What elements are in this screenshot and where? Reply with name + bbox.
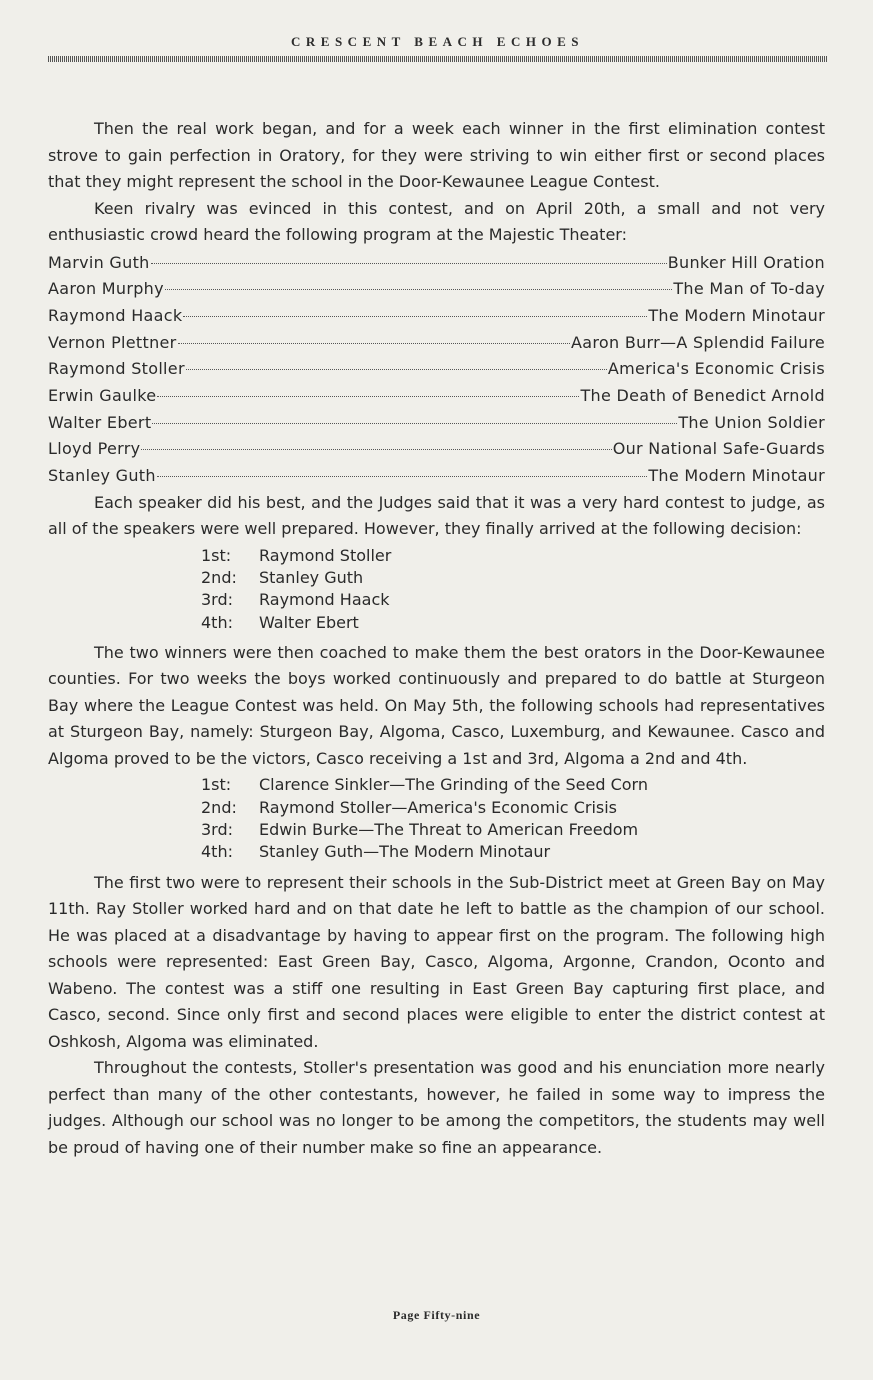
ranking-entry: Stanley Guth: [259, 567, 364, 587]
program-row: [48, 250, 825, 277]
dot-leader: [157, 396, 579, 397]
speaker-name: Stanley Guth: [48, 466, 156, 485]
program-row: [48, 383, 825, 410]
ranking-row: [201, 612, 825, 634]
rank-label: 1st:: [201, 545, 232, 565]
dot-leader: [157, 476, 648, 477]
speaker-name: Aaron Murphy: [48, 279, 164, 299]
league-result-list: [201, 774, 825, 863]
program-row: [48, 303, 825, 330]
oration-title: The Man of To-day: [673, 279, 825, 299]
paragraph-1: Then the real work began, and for a week each winner in the first elimination contest strove to gain perfection in Oratory, for they were striving to win either first or second places that they might represent the school in the Door-Kewaunee League Contest.: [48, 119, 825, 191]
rank-label: 4th:: [201, 612, 233, 632]
article-body: [48, 116, 825, 1161]
ranking-entry: Stanley Guth—The Modern Minotaur: [259, 842, 551, 862]
program-row: [48, 463, 825, 490]
dot-leader: [186, 369, 607, 370]
program-list: [48, 250, 825, 490]
ranking-row: [201, 819, 825, 841]
oration-title: America's Economic Crisis: [607, 359, 825, 379]
first-decision-list: [201, 545, 825, 634]
speaker-name: Walter Ebert: [48, 412, 152, 432]
speaker-name: Lloyd Perry: [48, 439, 141, 459]
dot-leader: [183, 316, 647, 317]
ranking-entry: Walter Ebert: [259, 612, 359, 632]
paragraph-5: The first two were to represent their schools in the Sub-District meet at Green Bay on May 11th. Ray Stoller worked hard and on that date he left to battle as the champion of our school. He was placed at a disadvantage by having to appear first on the program. The following high schools were represented: East Green Bay, Casco, Algoma, Argonne, Crandon, Oconto and Wabeno. The contest was a stiff one resulting in East Green Bay capturing first place, and Casco, second. Since only first and second places were eligible to enter the district contest at Oshkosh, Algoma was eliminated.: [48, 872, 825, 1051]
dot-leader: [141, 449, 611, 450]
rank-label: 3rd:: [201, 590, 234, 610]
header-rule: [48, 56, 827, 62]
rank-label: 1st:: [201, 775, 232, 795]
rank-label: 4th:: [201, 842, 233, 862]
paragraph-6: Throughout the contests, Stoller's presentation was good and his enunciation more nearly perfect than many of the other contestants, however, he failed in some way to impress the judges. Although our school was no longer to be among the competitors, the students may well be proud of having one of their number make so fine an appearance.: [48, 1058, 825, 1157]
ranking-row: [201, 774, 825, 796]
program-row: [48, 410, 825, 437]
oration-title: The Death of Benedict Arnold: [580, 385, 825, 405]
ranking-entry: Raymond Stoller: [259, 545, 392, 565]
speaker-name: Marvin Guth: [48, 252, 150, 272]
rank-label: 3rd:: [201, 819, 234, 839]
oration-title: Bunker Hill Oration: [667, 252, 825, 272]
paragraph-4: The two winners were then coached to make them the best orators in the Door-Kewaunee counties. For two weeks the boys worked continuously and prepared to do battle at Sturgeon Bay where the League Contest was held. On May 5th, the following schools had representatives at Sturgeon Bay, namely: Sturgeon Bay, Algoma, Casco, Luxemburg, and Kewaunee. Casco and Algoma proved to be the victors, Casco receiving a 1st and 3rd, Algoma a 2nd and 4th.: [48, 642, 825, 768]
dot-leader: [152, 423, 677, 424]
ranking-row: [201, 797, 825, 819]
ranking-row: [201, 589, 825, 611]
speaker-name: Raymond Haack: [48, 305, 183, 325]
rank-label: 2nd:: [201, 567, 237, 587]
ranking-entry: Raymond Haack: [259, 590, 390, 610]
page-number: Page Fifty-nine: [392, 1308, 481, 1322]
program-row: [48, 436, 825, 463]
rank-label: 2nd:: [201, 797, 237, 817]
speaker-name: Vernon Plettner: [48, 332, 177, 352]
ranking-row: [201, 567, 825, 589]
program-row: [48, 330, 825, 357]
ranking-row: [201, 841, 825, 863]
paragraph-2: Keen rivalry was evinced in this contest, and on April 20th, a small and not very enthusiastic crowd heard the following program at the Majestic Theater:: [48, 198, 825, 244]
oration-title: Our National Safe-Guards: [612, 439, 825, 459]
speaker-name: Erwin Gaulke: [48, 385, 157, 405]
oration-title: The Union Soldier: [678, 412, 825, 432]
ranking-entry: Raymond Stoller—America's Economic Crisis: [259, 797, 617, 817]
oration-title: The Modern Minotaur: [648, 305, 825, 325]
program-row: [48, 276, 825, 303]
ranking-entry: Clarence Sinkler—The Grinding of the Seed Corn: [259, 775, 648, 795]
dot-leader: [165, 289, 672, 290]
speaker-name: Raymond Stoller: [48, 359, 185, 379]
dot-leader: [151, 263, 667, 264]
paragraph-3: Each speaker did his best, and the Judges said that it was a very hard contest to judge, as all of the speakers were well prepared. However, they finally arrived at the following decision:: [48, 492, 825, 539]
oration-title: The Modern Minotaur: [648, 466, 825, 485]
dot-leader: [178, 343, 571, 344]
oration-title: Aaron Burr—A Splendid Failure: [571, 332, 825, 352]
ranking-entry: Edwin Burke—The Threat to American Freedom: [259, 819, 639, 839]
ranking-row: [201, 545, 825, 567]
program-row: [48, 356, 825, 383]
running-header: CRESCENT BEACH ECHOES: [291, 34, 584, 49]
